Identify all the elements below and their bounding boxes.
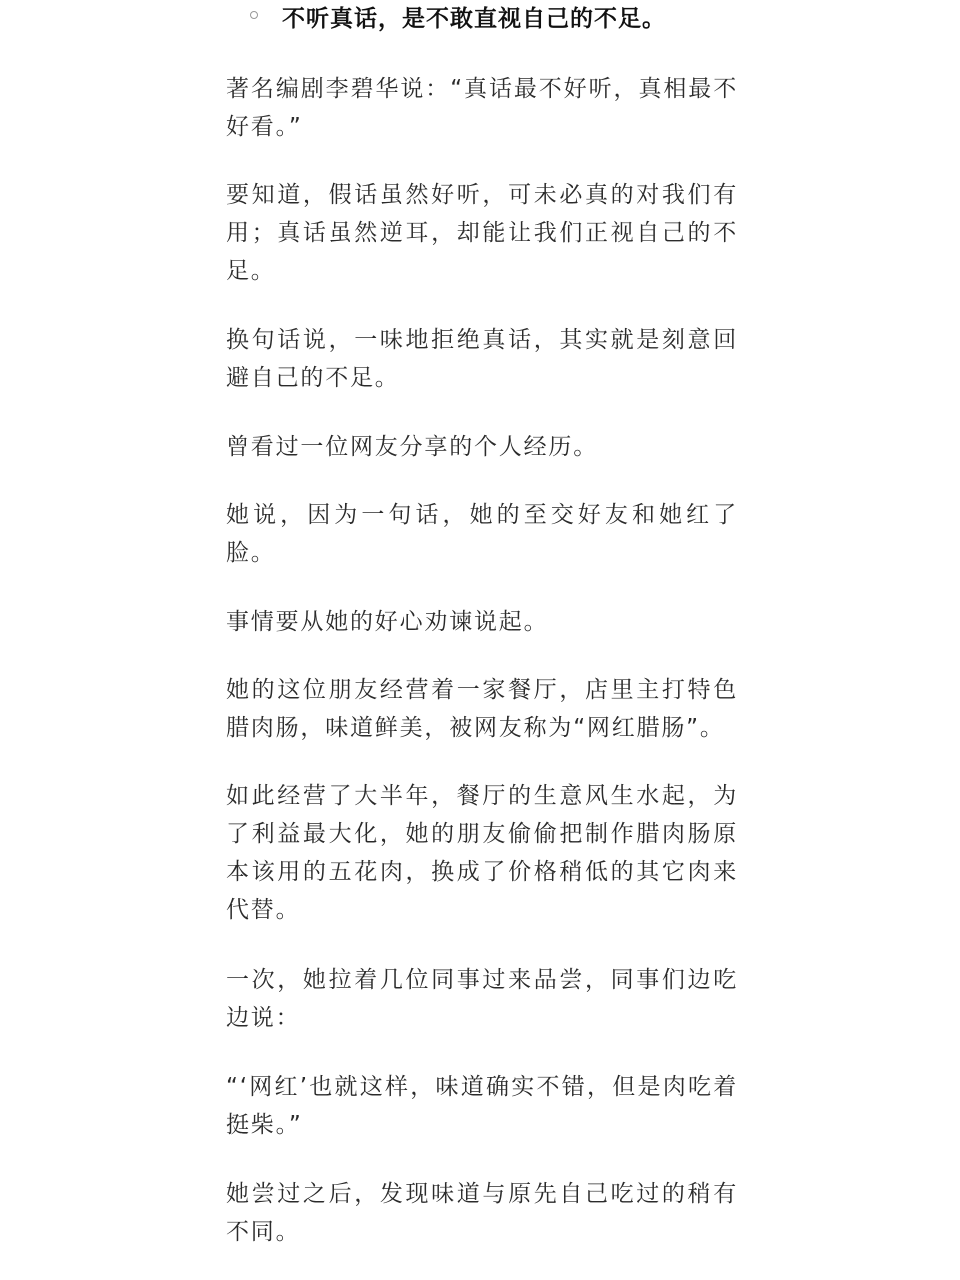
paragraph: 她说，因为一句话，她的至交好友和她红了脸。 (226, 502, 738, 566)
paragraph: “‘网红’也就这样，味道确实不错，但是肉吃着挺柴。” (226, 1074, 738, 1138)
paragraph: 如此经营了大半年，餐厅的生意风生水起，为了利益最大化，她的朋友偷偷把制作腊肉肠原本该用的五花肉，换成了价格稍低的其它肉来代替。 (226, 783, 738, 923)
paragraph: 一次，她拉着几位同事过来品尝，同事们边吃边说： (226, 967, 738, 1031)
paragraph: 她尝过之后，发现味道与原先自己吃过的稍有不同。 (226, 1181, 738, 1245)
paragraph: 著名编剧李碧华说：“真话最不好听，真相最不好看。” (226, 76, 738, 140)
paragraph: 换句话说，一味地拒绝真话，其实就是刻意回避自己的不足。 (226, 327, 738, 391)
section-heading-text: 不听真话，是不敢直视自己的不足。 (282, 6, 666, 32)
list-bullet-icon (250, 11, 258, 19)
paragraph: 她的这位朋友经营着一家餐厅，店里主打特色腊肉肠，味道鲜美，被网友称为“网红腊肠”。 (226, 677, 738, 741)
section-heading (226, 0, 738, 40)
paragraph: 事情要从她的好心劝谏说起。 (226, 609, 549, 635)
article-body (226, 0, 738, 1245)
paragraph: 要知道，假话虽然好听，可未必真的对我们有用；真话虽然逆耳，却能让我们正视自己的不足。 (226, 182, 738, 284)
paragraph: 曾看过一位网友分享的个人经历。 (226, 434, 598, 460)
